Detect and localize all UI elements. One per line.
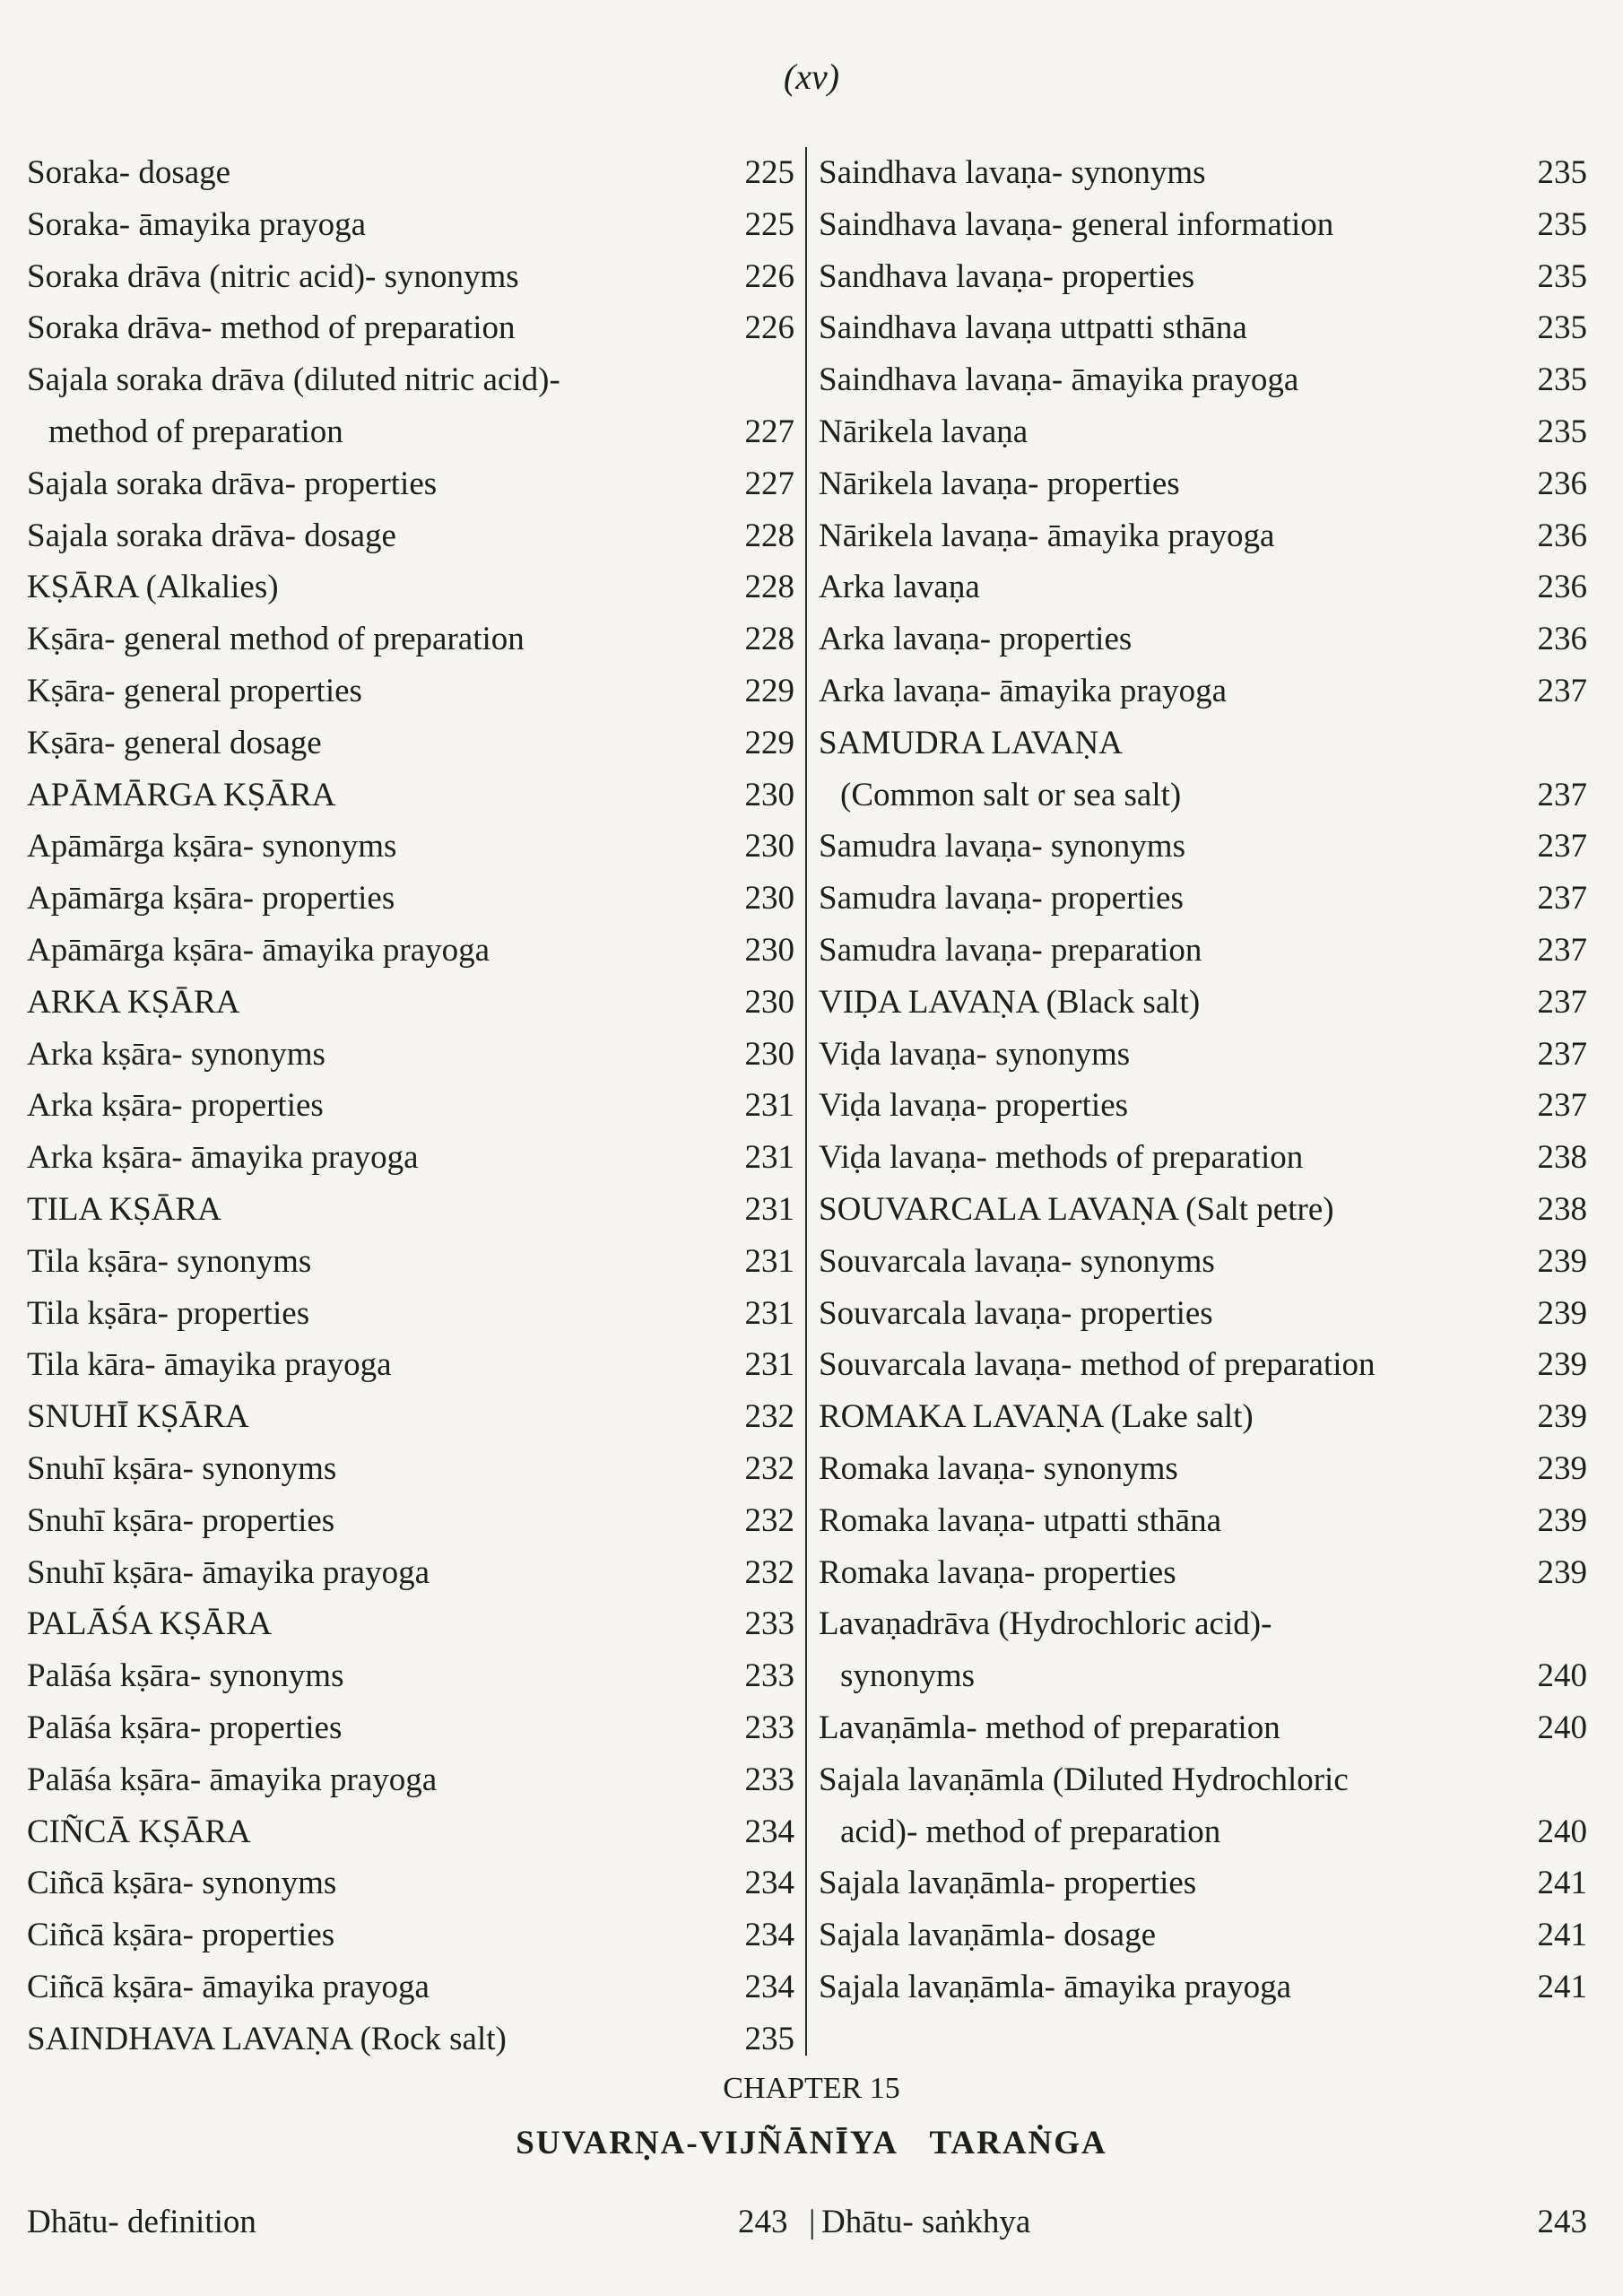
- toc-entry-page: 235: [1537, 205, 1587, 243]
- toc-entry-page: 227: [744, 465, 794, 502]
- toc-entry-page: 230: [744, 776, 794, 813]
- toc-entry-page: 234: [744, 1865, 794, 1902]
- toc-entry-title: Soraka- āmayika prayoga: [27, 205, 367, 243]
- toc-entry: [819, 1961, 1587, 2013]
- toc-entry: [819, 199, 1587, 251]
- toc-entry: [819, 251, 1587, 303]
- toc-entry-title: VIḌA LAVAṆA (Black salt): [819, 983, 1201, 1021]
- toc-entry-title: Kṣāra- general dosage: [27, 724, 322, 761]
- toc-entry-title: Saindhava lavaṇa- āmayika prayoga: [819, 361, 1299, 399]
- column-divider: [805, 147, 807, 2056]
- toc-entry-page: 237: [1537, 931, 1587, 969]
- toc-entry: [27, 821, 794, 873]
- toc-entry: [819, 1236, 1587, 1288]
- toc-entry-title: Sajala soraka drāva- dosage: [27, 517, 396, 554]
- toc-entry: [27, 147, 794, 199]
- toc-entry-page: 232: [744, 1398, 794, 1436]
- toc-entry-title: Lavaṇadrāva (Hydrochloric acid)-: [819, 1605, 1272, 1643]
- toc-entry-page: 235: [1537, 413, 1587, 450]
- toc-entry: [27, 251, 794, 303]
- toc-entry-title: Tila kāra- āmayika prayoga: [27, 1346, 392, 1384]
- toc-entry-page: 230: [744, 1035, 794, 1073]
- toc-entry: [819, 458, 1587, 510]
- toc-entry: [819, 977, 1587, 1029]
- toc-entry-page: 233: [744, 1605, 794, 1643]
- toc-entry-page: 234: [744, 1813, 794, 1850]
- toc-entry-page: 239: [1537, 1398, 1587, 1436]
- toc-entry: [27, 1132, 794, 1184]
- toc-entry-page: 237: [1537, 983, 1587, 1021]
- toc-entry-title: Dhātu- definition: [27, 2204, 256, 2240]
- toc-entry-title: Nārikela lavaṇa- properties: [819, 465, 1180, 502]
- toc-entry-page: 241: [1537, 1865, 1587, 1902]
- toc-entry-page: 243: [1537, 2204, 1587, 2240]
- toc-entry: [819, 354, 1587, 406]
- toc-entry: [27, 1909, 794, 1961]
- toc-entry-page: 235: [1537, 257, 1587, 295]
- toc-entry-title: Snuhī kṣāra- āmayika prayoga: [27, 1553, 430, 1591]
- toc-entry-page: 229: [744, 672, 794, 709]
- toc-entry-page: 239: [1537, 1346, 1587, 1384]
- toc-entry-title: method of preparation: [48, 413, 343, 450]
- toc-entry: [819, 1806, 1587, 1858]
- toc-entry-page: 226: [744, 257, 794, 295]
- toc-entry: [27, 925, 794, 977]
- toc-entry: [819, 1339, 1587, 1391]
- toc-entry: [27, 1857, 794, 1909]
- toc-entry-page: 235: [1537, 309, 1587, 347]
- toc-entry-page: 240: [1537, 1813, 1587, 1850]
- toc-entry-title: Palāśa kṣāra- synonyms: [27, 1657, 344, 1695]
- toc-entry-page: 239: [1537, 1501, 1587, 1539]
- toc-entry-page: 235: [744, 2020, 794, 2057]
- toc-entry: [819, 1702, 1587, 1754]
- toc-entry-page: 236: [1537, 621, 1587, 658]
- toc-entry-page: 243: [738, 2204, 788, 2240]
- toc-entry: [819, 1184, 1587, 1236]
- toc-entry-page: 231: [744, 1242, 794, 1280]
- toc-entry-title: ARKA KṢĀRA: [27, 983, 240, 1021]
- toc-entry-title: Ciñcā kṣāra- synonyms: [27, 1865, 337, 1902]
- toc-entry: [27, 613, 794, 665]
- toc-entry: [27, 1236, 794, 1288]
- toc-entry-page: 237: [1537, 1087, 1587, 1125]
- toc-entry-page: 235: [1537, 361, 1587, 399]
- toc-entry: [819, 665, 1587, 718]
- toc-entry-page: 240: [1537, 1657, 1587, 1695]
- toc-entry-page: 228: [744, 569, 794, 606]
- toc-entry-page: 230: [744, 931, 794, 969]
- toc-entry: [819, 1495, 1587, 1547]
- toc-entry: [27, 1961, 794, 2013]
- toc-entry: [819, 510, 1587, 562]
- toc-entry-title: Arka kṣāra- āmayika prayoga: [27, 1139, 419, 1177]
- toc-entry: [819, 1754, 1587, 1806]
- toc-entry: [27, 1391, 794, 1443]
- toc-entry-page: 237: [1537, 672, 1587, 709]
- toc-entry-title: Arka kṣāra- properties: [27, 1087, 324, 1125]
- toc-entry: [27, 302, 794, 354]
- toc-entry: [819, 561, 1587, 613]
- toc-entry-title: PALĀŚA KṢĀRA: [27, 1605, 273, 1643]
- toc-entry-page: 228: [744, 621, 794, 658]
- toc-entry-title: Sajala soraka drāva- properties: [27, 465, 438, 502]
- toc-entry: [27, 1184, 794, 1236]
- toc-entry: [27, 199, 794, 251]
- toc-entry-title: Romaka lavaṇa- synonyms: [819, 1449, 1178, 1487]
- toc-entry-title: Sajala lavaṇāmla- āmayika prayoga: [819, 1968, 1291, 2005]
- toc-entry: [27, 665, 794, 718]
- toc-entry-page: 228: [744, 517, 794, 554]
- toc-entry-title: Palāśa kṣāra- properties: [27, 1709, 343, 1746]
- toc-entry: [27, 1598, 794, 1650]
- toc-entry: [27, 1702, 794, 1754]
- toc-entry-page: 232: [744, 1553, 794, 1591]
- toc-entry-page: 231: [744, 1346, 794, 1384]
- toc-entry: [27, 1080, 794, 1132]
- toc-entry-title: Sajala lavaṇāmla (Diluted Hydrochloric: [819, 1761, 1349, 1798]
- toc-entry-page: 241: [1537, 1917, 1587, 1954]
- toc-entry-title: Romaka lavaṇa- properties: [819, 1553, 1176, 1591]
- toc-entry-title: Viḍa lavaṇa- methods of preparation: [819, 1139, 1304, 1177]
- toc-entry-title: Samudra lavaṇa- preparation: [819, 931, 1202, 969]
- toc-entry: [819, 770, 1587, 822]
- toc-entry-title: KṢĀRA (Alkalies): [27, 569, 279, 606]
- toc-left-column: [27, 147, 794, 2065]
- toc-entry: [27, 354, 794, 406]
- toc-entry-title: SNUHĪ KṢĀRA: [27, 1398, 249, 1436]
- toc-entry-title: Arka lavaṇa- properties: [819, 621, 1133, 658]
- toc-entry-title: Tila kṣāra- synonyms: [27, 1242, 312, 1280]
- toc-entry: [819, 1909, 1587, 1961]
- toc-entry-title: Viḍa lavaṇa- properties: [819, 1087, 1129, 1125]
- toc-entry-page: 229: [744, 724, 794, 761]
- toc-entry-page: 225: [744, 205, 794, 243]
- toc-entry-page: 231: [744, 1087, 794, 1125]
- toc-entry: [819, 1443, 1587, 1495]
- toc-entry-title: TILA KṢĀRA: [27, 1190, 221, 1228]
- toc-entry: [819, 1547, 1587, 1599]
- toc-entry-title: ROMAKA LAVAṆA (Lake salt): [819, 1398, 1254, 1436]
- toc-entry-title: Souvarcala lavaṇa- properties: [819, 1294, 1213, 1332]
- toc-entry-title: Arka kṣāra- synonyms: [27, 1035, 325, 1073]
- toc-entry-title: Tila kṣāra- properties: [27, 1294, 310, 1332]
- toc-entry-page: 232: [744, 1501, 794, 1539]
- toc-entry: [27, 406, 794, 458]
- toc-entry-title: Nārikela lavaṇa: [819, 413, 1028, 450]
- toc-entry-page: 232: [744, 1449, 794, 1487]
- toc-entry-page: 225: [744, 154, 794, 191]
- toc-entry: [27, 2013, 794, 2066]
- toc-entry-page: 239: [1537, 1294, 1587, 1332]
- toc-entry: [27, 977, 794, 1029]
- toc-bottom-row: [27, 2196, 1587, 2249]
- toc-entry-title: Sandhava lavaṇa- properties: [819, 257, 1195, 295]
- toc-entry: [819, 925, 1587, 977]
- toc-entry-title: Samudra lavaṇa- properties: [819, 880, 1184, 918]
- toc-entry-title: Kṣāra- general method of preparation: [27, 621, 525, 658]
- toc-entry-page: 238: [1537, 1190, 1587, 1228]
- page-folio: (xv): [783, 57, 840, 97]
- toc-entry-page: 230: [744, 828, 794, 865]
- chapter-title: SUVARṆA-VIJÑĀNĪYA TARAṄGA: [516, 2125, 1107, 2161]
- toc-entry: [819, 1598, 1587, 1650]
- toc-entry: [27, 458, 794, 510]
- toc-entry: [819, 1080, 1587, 1132]
- toc-entry-title: synonyms: [840, 1657, 976, 1695]
- toc-entry-title: SAINDHAVA LAVAṆA (Rock salt): [27, 2020, 507, 2057]
- toc-entry-page: 233: [744, 1657, 794, 1695]
- toc-entry-title: Snuhī kṣāra- properties: [27, 1501, 335, 1539]
- toc-entry: [819, 1132, 1587, 1184]
- toc-entry-page: 236: [1537, 569, 1587, 606]
- toc-entry: [27, 1754, 794, 1806]
- toc-entry-title: Souvarcala lavaṇa- method of preparation: [819, 1346, 1376, 1384]
- toc-entry-page: 233: [744, 1709, 794, 1746]
- toc-entry-page: 238: [1537, 1139, 1587, 1177]
- toc-entry: [27, 1650, 794, 1702]
- toc-entry-title: (Common salt or sea salt): [840, 776, 1182, 813]
- toc-entry-title: Palāśa kṣāra- āmayika prayoga: [27, 1761, 438, 1798]
- toc-entry-page: 237: [1537, 1035, 1587, 1073]
- toc-entry-title: Saindhava lavaṇa- synonyms: [819, 154, 1206, 191]
- toc-entry: [819, 406, 1587, 458]
- toc-entry: [27, 1029, 794, 1081]
- toc-entry: [27, 873, 794, 925]
- toc-entry-page: 226: [744, 309, 794, 347]
- chapter-label: CHAPTER 15: [723, 2072, 900, 2105]
- toc-entry: [27, 770, 794, 822]
- toc-entry-page: 231: [744, 1294, 794, 1332]
- toc-entry: [819, 1857, 1587, 1909]
- toc-entry-title: Souvarcala lavaṇa- synonyms: [819, 1242, 1215, 1280]
- toc-entry: [819, 1650, 1587, 1702]
- toc-entry-page: 233: [744, 1761, 794, 1798]
- toc-entry-page: 227: [744, 413, 794, 450]
- toc-entry-title: Soraka drāva (nitric acid)- synonyms: [27, 257, 519, 295]
- toc-entry-page: 237: [1537, 828, 1587, 865]
- toc-entry: [27, 1288, 794, 1340]
- column-separator: |: [809, 2204, 816, 2240]
- toc-entry-page: 234: [744, 1968, 794, 2005]
- toc-entry-title: Nārikela lavaṇa- āmayika prayoga: [819, 517, 1275, 554]
- toc-entry-title: APĀMĀRGA KṢĀRA: [27, 776, 336, 813]
- toc-entry: [27, 1443, 794, 1495]
- toc-entry-title: Dhātu- saṅkhya: [821, 2204, 1031, 2240]
- toc-entry-title: Arka lavaṇa: [819, 569, 980, 606]
- toc-entry: [819, 873, 1587, 925]
- toc-entry-page: 235: [1537, 154, 1587, 191]
- toc-entry: [27, 1339, 794, 1391]
- toc-entry-page: 237: [1537, 776, 1587, 813]
- toc-right-column: [819, 147, 1587, 2013]
- toc-entry: [819, 1391, 1587, 1443]
- toc-entry-title: Sajala lavaṇāmla- dosage: [819, 1917, 1156, 1954]
- toc-entry-title: Samudra lavaṇa- synonyms: [819, 828, 1185, 865]
- toc-entry: [27, 1547, 794, 1599]
- toc-entry-page: 230: [744, 983, 794, 1021]
- toc-entry-title: Kṣāra- general properties: [27, 672, 362, 709]
- toc-entry-title: CIÑCĀ KṢĀRA: [27, 1813, 251, 1850]
- toc-entry-title: Arka lavaṇa- āmayika prayoga: [819, 672, 1228, 709]
- toc-entry-page: 236: [1537, 465, 1587, 502]
- toc-entry-title: Apāmārga kṣāra- properties: [27, 880, 395, 918]
- toc-entry-title: Soraka drāva- method of preparation: [27, 309, 516, 347]
- toc-entry-title: Ciñcā kṣāra- āmayika prayoga: [27, 1968, 430, 2005]
- toc-entry-title: SAMUDRA LAVAṆA: [819, 724, 1123, 761]
- toc-entry-page: 234: [744, 1917, 794, 1954]
- toc-entry-title: Sajala soraka drāva (diluted nitric acid)-: [27, 361, 560, 399]
- toc-entry-title: Romaka lavaṇa- utpatti sthāna: [819, 1501, 1221, 1539]
- toc-entry-title: Snuhī kṣāra- synonyms: [27, 1449, 337, 1487]
- toc-entry-page: 231: [744, 1139, 794, 1177]
- toc-entry-page: 239: [1537, 1242, 1587, 1280]
- toc-entry-page: 241: [1537, 1968, 1587, 2005]
- toc-entry-title: Saindhava lavaṇa uttpatti sthāna: [819, 309, 1247, 347]
- toc-entry: [819, 1029, 1587, 1081]
- toc-entry: [819, 147, 1587, 199]
- toc-entry-title: Viḍa lavaṇa- synonyms: [819, 1035, 1131, 1073]
- toc-entry-title: acid)- method of preparation: [840, 1813, 1221, 1850]
- toc-entry-title: Apāmārga kṣāra- synonyms: [27, 828, 397, 865]
- toc-entry: [819, 302, 1587, 354]
- toc-entry: [819, 718, 1587, 770]
- toc-entry-page: 240: [1537, 1709, 1587, 1746]
- toc-entry: [27, 1495, 794, 1547]
- toc-entry: [27, 718, 794, 770]
- toc-entry: [27, 510, 794, 562]
- toc-entry-title: Saindhava lavaṇa- general information: [819, 205, 1334, 243]
- toc-entry-title: Ciñcā kṣāra- properties: [27, 1917, 335, 1954]
- toc-entry-page: 237: [1537, 880, 1587, 918]
- toc-entry: [819, 613, 1587, 665]
- toc-entry-title: Sajala lavaṇāmla- properties: [819, 1865, 1197, 1902]
- toc-entry: [27, 561, 794, 613]
- toc-entry-page: 239: [1537, 1449, 1587, 1487]
- toc-entry-page: 231: [744, 1190, 794, 1228]
- toc-entry-page: 230: [744, 880, 794, 918]
- toc-entry: [819, 1288, 1587, 1340]
- toc-entry: [819, 821, 1587, 873]
- toc-entry-title: Soraka- dosage: [27, 154, 231, 191]
- toc-entry-title: Apāmārga kṣāra- āmayika prayoga: [27, 931, 490, 969]
- toc-entry-title: Lavaṇāmla- method of preparation: [819, 1709, 1280, 1746]
- toc-entry: [27, 1806, 794, 1858]
- toc-entry-title: SOUVARCALA LAVAṆA (Salt petre): [819, 1190, 1334, 1228]
- toc-entry-page: 239: [1537, 1553, 1587, 1591]
- toc-entry-page: 236: [1537, 517, 1587, 554]
